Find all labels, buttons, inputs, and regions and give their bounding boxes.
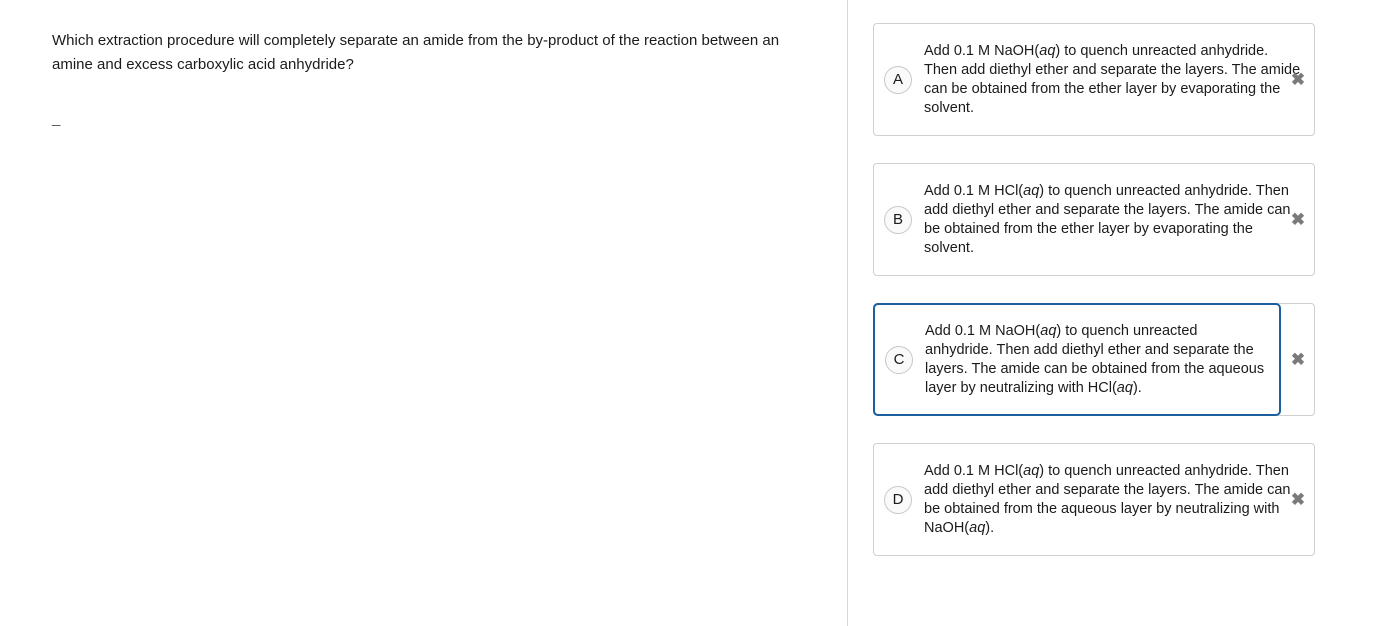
choice-letter-a: A bbox=[884, 66, 912, 94]
eliminate-choice-b-cross-icon[interactable]: ✖ bbox=[1290, 209, 1306, 229]
choice-option-c[interactable] bbox=[873, 303, 1281, 416]
choice-option-d[interactable] bbox=[873, 443, 1315, 556]
choices-pane bbox=[849, 0, 1378, 626]
choice-letter-d: D bbox=[884, 486, 912, 514]
choice-text-c: Add 0.1 M NaOH(aq) to quench unreacted anhydride. Then add diethyl ether and separate the layers. The amide can be obtained from the aqueous layer by neutralizing with HCl(aq). bbox=[925, 322, 1265, 396]
choice-option-b[interactable] bbox=[873, 163, 1315, 276]
choice-text-a: Add 0.1 M NaOH(aq) to quench unreacted anhydride. Then add diethyl ether and separate the layers. The amide can be obtained from the ether layer by evaporating the solvent. bbox=[924, 42, 1301, 116]
eliminate-choice-d-cross-icon[interactable]: ✖ bbox=[1290, 489, 1306, 509]
eliminate-choice-c-cross-icon[interactable]: ✖ bbox=[1290, 349, 1306, 369]
choice-text-b: Add 0.1 M HCl(aq) to quench unreacted anhydride. Then add diethyl ether and separate the layers. The amide can be obtained from the ether layer by evaporating the solvent. bbox=[924, 182, 1291, 256]
choice-text-d: Add 0.1 M HCl(aq) to quench unreacted anhydride. Then add diethyl ether and separate the layers. The amide can be obtained from the aqueous layer by neutralizing with NaOH(aq). bbox=[924, 462, 1291, 536]
answer-input[interactable]: _ bbox=[52, 110, 61, 127]
question-text: Which extraction procedure will completely separate an amide from the by-product of the reaction between an amine and excess carboxylic acid anhydride? bbox=[52, 32, 780, 73]
eliminate-choice-a-cross-icon[interactable]: ✖ bbox=[1290, 69, 1306, 89]
choice-option-a[interactable] bbox=[873, 23, 1315, 136]
choice-letter-c: C bbox=[885, 346, 913, 374]
choice-letter-b: B bbox=[884, 206, 912, 234]
